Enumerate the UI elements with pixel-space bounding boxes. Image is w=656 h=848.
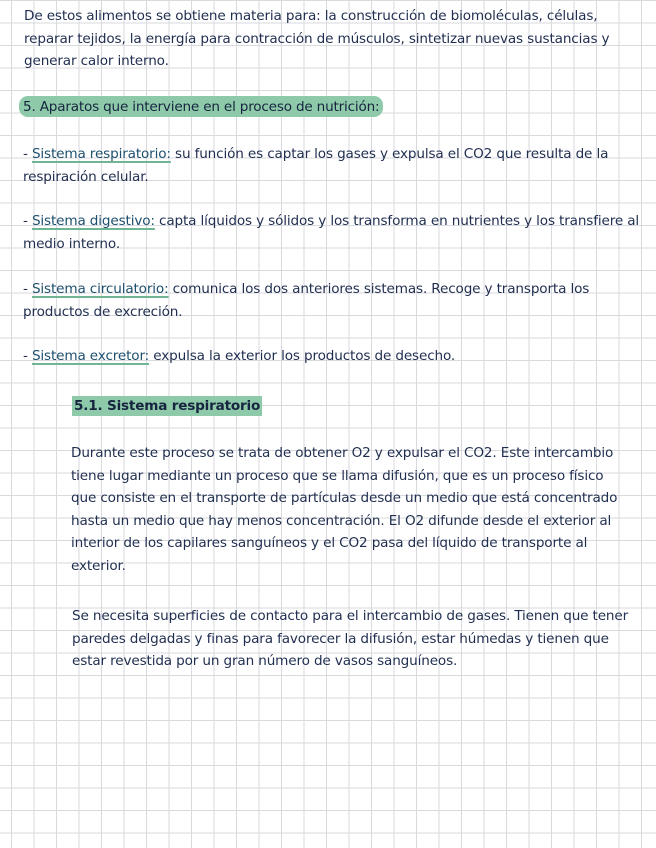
system-item-digestivo [23, 210, 645, 255]
system-name-digestivo: Sistema digestivo: [31, 213, 155, 229]
bullet-dash: - [23, 348, 32, 364]
system-item-respiratorio [23, 143, 645, 188]
system-name-circulatorio: Sistema circulatorio: [31, 281, 169, 297]
system-description: su función es captar los gases y expulsa el CO2 que resulta de la respiración celular. [23, 146, 609, 185]
bullet-dash: - [23, 281, 32, 297]
system-description: comunica los dos anteriores sistemas. Recoge y transporta los productos de excreción. [23, 281, 590, 320]
system-item-circulatorio [23, 278, 645, 323]
section-5-1-heading: 5.1. Sistema respiratorio [74, 398, 261, 414]
section-5-heading: 5. Aparatos que interviene en el proceso de nutrición: [19, 96, 383, 117]
bullet-dash: - [23, 213, 32, 229]
bullet-dash: - [23, 146, 32, 162]
system-name-excretor: Sistema excretor: [31, 348, 150, 364]
system-description: capta líquidos y sólidos y los transforma en nutrientes y los transfiere al medio interno. [23, 213, 640, 252]
respiratory-paragraph-2: Se necesita superficies de contacto para el intercambio de gases. Tienen que tener paredes delgadas y finas para favorecer la difusión, estar húmedas y tienen que estar revestida por un gran número de vasos sanguíneos. [72, 608, 629, 669]
system-description: expulsa la exterior los productos de desecho. [149, 348, 456, 364]
system-name-respiratorio: Sistema respiratorio: [31, 146, 171, 162]
respiratory-paragraph-1: Durante este proceso se trata de obtener O2 y expulsar el CO2. Este intercambio tiene lugar mediante un proceso que se llama difusión, que es un proceso físico que consiste en el transporte de partículas desde un medio que está concentrado hasta un medio que hay menos concentración. El O2 difunde desde el exterior al interior de los capilares sanguíneos y el CO2 pasa del líquido de transporte al exterior. [71, 445, 618, 574]
intro-paragraph: De estos alimentos se obtiene materia para: la construcción de biomoléculas, células, reparar tejidos, la energía para contracción de músculos, sintetizar nuevas sustancias y generar calor interno. [24, 8, 610, 69]
system-item-excretor [23, 345, 645, 368]
